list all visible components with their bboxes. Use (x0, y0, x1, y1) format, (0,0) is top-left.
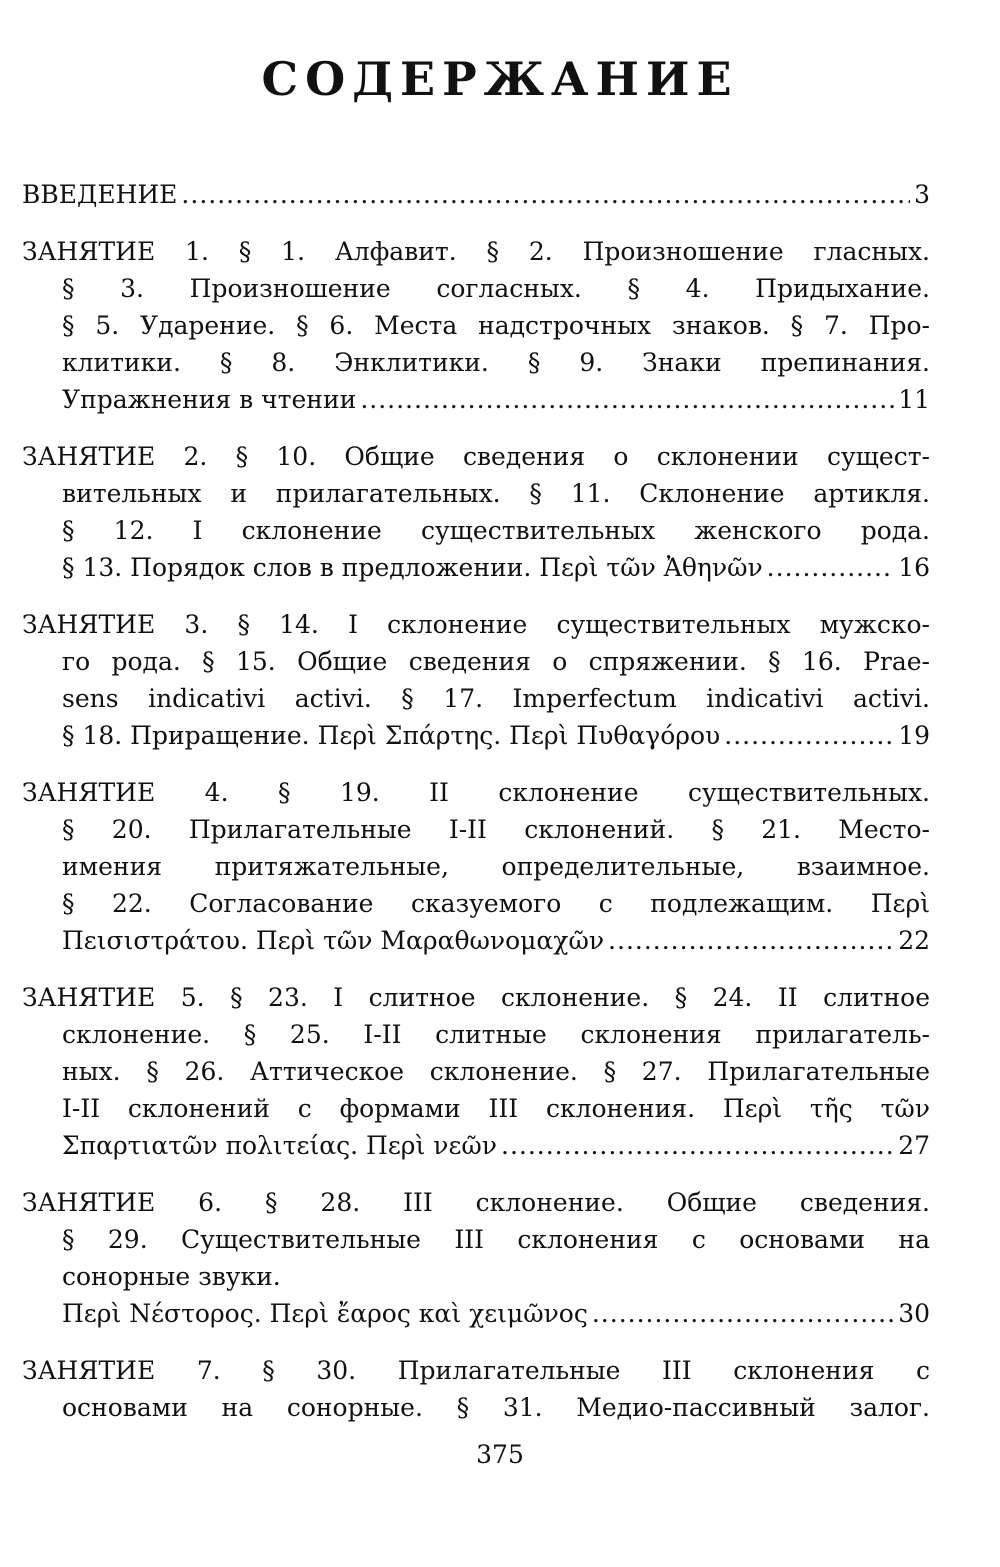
toc-leader-row (22, 176, 930, 213)
toc-page-number: 19 (898, 721, 930, 750)
toc-entry-title: Πεισιστράτου. Περὶ τῶν Μαραθωνομαχῶν (62, 926, 605, 955)
toc-entry-title: § 13. Порядок слов в предложении. Περὶ τῶν Ἀθηνῶν (62, 553, 763, 582)
toc-leader-row (22, 922, 930, 959)
toc-line: сонорные звуки. (62, 1262, 281, 1291)
toc-page-number: 30 (898, 1299, 930, 1328)
toc-line: ЗАНЯТИЕ 4. § 19. II склонение существительных. (22, 778, 930, 807)
toc-leader-row (22, 549, 930, 586)
toc-entry-title: Περὶ Νέστορος. Περὶ ἔαρος καὶ χειμῶνος (62, 1299, 588, 1328)
dot-leader (724, 717, 894, 754)
toc-entry-introduction (22, 176, 930, 213)
toc-line: § 20. Прилагательные I-II склонений. § 21. Место- (62, 815, 930, 844)
toc-line: вительных и прилагательных. § 11. Склонение артикля. (62, 479, 930, 508)
toc-line: ЗАНЯТИЕ 5. § 23. I слитное склонение. § 24. II слитное (22, 983, 930, 1012)
toc-page-number: 27 (898, 1131, 930, 1160)
toc-line: sens indicativi activi. § 17. Imperfectum indicativi activi. (62, 684, 930, 713)
toc-entry-lesson-7 (22, 1352, 930, 1426)
toc-entry-title: § 18. Приращение. Περὶ Σπάρτης. Περὶ Πυθαγόρου (62, 721, 721, 750)
toc-line: ЗАНЯТИЕ 3. § 14. I склонение существительных мужско- (22, 610, 930, 639)
toc-line: I-II склонений с формами III склонения. Περὶ τῆς τῶν (62, 1094, 930, 1123)
toc-line: ЗАНЯТИЕ 7. § 30. Прилагательные III склонения с (22, 1356, 930, 1385)
toc-line: ЗАНЯТИЕ 6. § 28. III склонение. Общие сведения. (22, 1188, 930, 1217)
toc-line: имения притяжательные, определительные, взаимное. (62, 852, 930, 881)
dot-leader (501, 1127, 894, 1164)
toc-entry-title: Упражнения в чтении (62, 385, 357, 414)
toc-line: § 12. I склонение существительных женского рода. (62, 516, 930, 545)
toc-line: § 22. Согласование сказуемого с подлежащим. Περὶ (62, 889, 930, 918)
dot-leader (767, 549, 895, 586)
toc-entry-title: Σπαρτιατῶν πολιτείας. Περὶ νεῶν (62, 1131, 497, 1160)
page-number: 375 (476, 1440, 524, 1469)
table-of-contents (22, 176, 930, 1446)
toc-line: ЗАНЯТИЕ 2. § 10. Общие сведения о склонении сущест- (22, 442, 930, 471)
toc-entry-lesson-4 (22, 774, 930, 959)
toc-line: § 3. Произношение согласных. § 4. Придыхание. (62, 274, 930, 303)
dot-leader (360, 381, 894, 418)
toc-leader-row (22, 1127, 930, 1164)
toc-leader-row (22, 381, 930, 418)
toc-entry-lesson-3 (22, 606, 930, 754)
toc-line: ных. § 26. Аттическое склонение. § 27. Прилагательные (62, 1057, 930, 1086)
toc-line: го рода. § 15. Общие сведения о спряжении. § 16. Prae- (62, 647, 930, 676)
dot-leader (181, 176, 910, 213)
toc-entry-lesson-2 (22, 438, 930, 586)
toc-page-number: 11 (898, 385, 930, 414)
page-title: СОДЕРЖАНИЕ (261, 52, 739, 106)
toc-line: § 29. Существительные III склонения с основами на (62, 1225, 930, 1254)
toc-page-number: 22 (898, 926, 930, 955)
toc-line: клитики. § 8. Энклитики. § 9. Знаки препинания. (62, 348, 930, 377)
toc-line: § 5. Ударение. § 6. Места надстрочных знаков. § 7. Про- (62, 311, 930, 340)
toc-line: ЗАНЯТИЕ 1. § 1. Алфавит. § 2. Произношение гласных. (22, 237, 930, 266)
toc-entry-lesson-1 (22, 233, 930, 418)
toc-entry-lesson-6 (22, 1184, 930, 1332)
toc-line: основами на сонорные. § 31. Медио-пассивный залог. (62, 1393, 930, 1422)
toc-page-number: 16 (898, 553, 930, 582)
dot-leader (608, 922, 894, 959)
toc-leader-row (22, 717, 930, 754)
toc-line: склонение. § 25. I-II слитные склонения прилагатель- (62, 1020, 930, 1049)
toc-entry-title: ВВЕДЕНИЕ (22, 180, 178, 209)
toc-page-number: 3 (914, 180, 930, 209)
toc-leader-row (22, 1295, 930, 1332)
toc-entry-lesson-5 (22, 979, 930, 1164)
dot-leader (592, 1295, 894, 1332)
